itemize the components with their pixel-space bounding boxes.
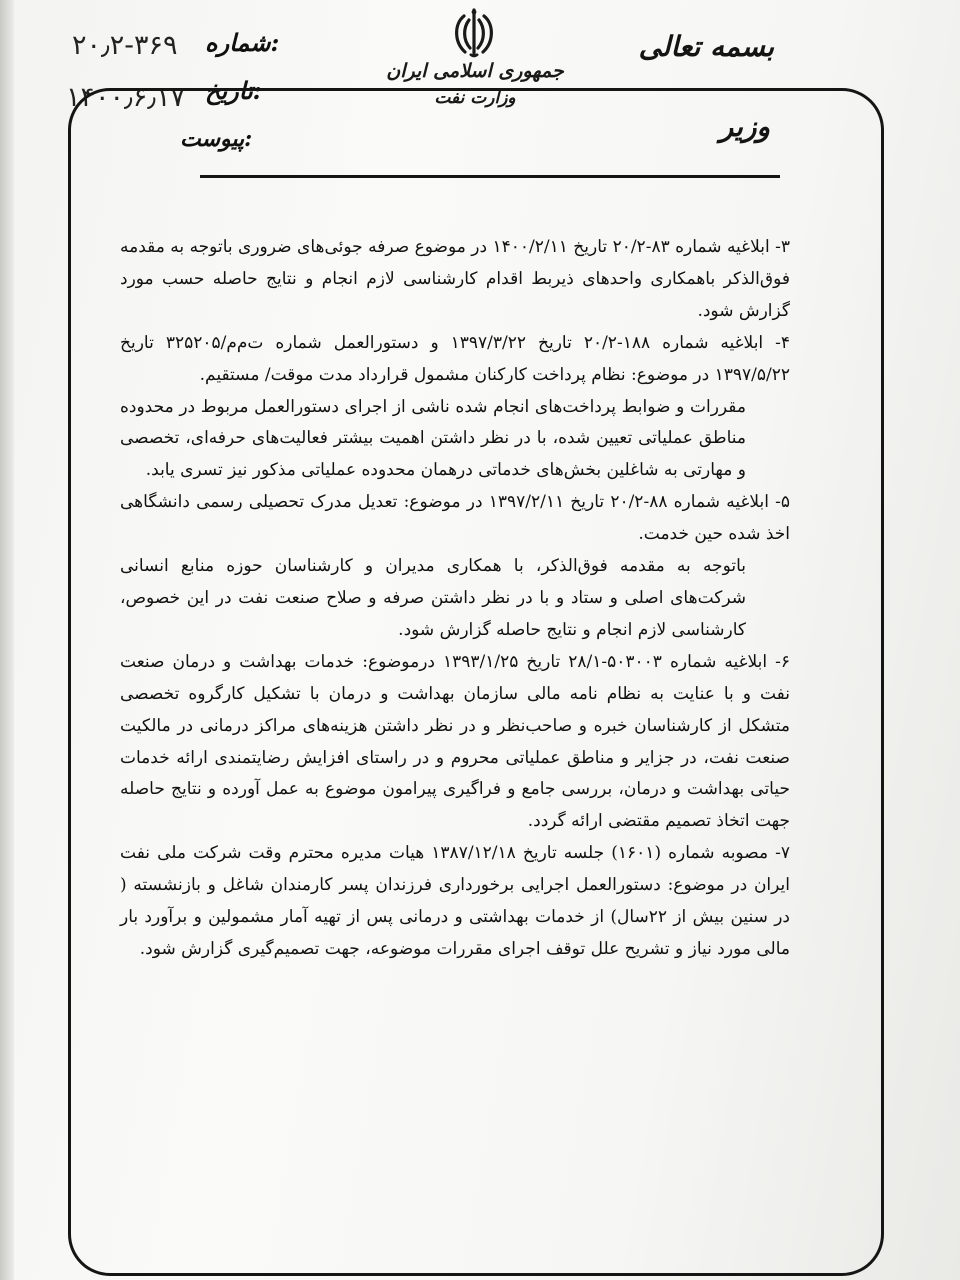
letter-date: ۱۴۰۰٫۶٫۱۷ bbox=[66, 82, 186, 113]
clause-6: ۶- ابلاغیه شماره ۵۰۳۰۰۳-۲۸/۱ تاریخ ۱۳۹۳/۱/۲۵ درموضوع: خدمات بهداشت و درمان صنعت نفت و با عنایت به نظام نامه مالی سازمان بهداشت و درمان با تشکیل کارگروه تخصصی متشکل از کارشناسان خبره و صاحب‌نظر و در نظر داشتن هزینه‌های مراکز درمانی در مالکیت صنعت نفت، در جزایر و مناطق عملیاتی محروم و در راستای افزایش رضایتمندی ارائه خدمات حیاتی بهداشت و درمان، بررسی جامع و فراگیری پیرامون موضوع به عمل آورده و نتایج حاصله جهت اتخاذ تصمیم مقتضی ارائه گردد. bbox=[120, 651, 790, 832]
iran-emblem-icon bbox=[448, 6, 500, 60]
clause-5-note: باتوجه به مقدمه فوق‌الذکر، با همکاری مدیران و کارشناسان حوزه منابع انسانی شرکت‌های اصلی و ستاد و با در نظر داشتن صرفه و صلاح صنعت نفت در این خصوص، کارشناسی لازم انجام و نتایج حاصله گزارش شود. bbox=[120, 556, 746, 640]
republic-title: جمهوری اسلامی ایران bbox=[386, 60, 564, 82]
header-divider bbox=[200, 175, 780, 178]
bismillah-heading: بسمه تعالی bbox=[638, 30, 774, 63]
clause-5: ۵- ابلاغیه شماره ۸۸-۲۰/۲ تاریخ ۱۳۹۷/۲/۱۱ در موضوع: تعدیل مدرک تحصیلی رسمی دانشگاهی اخذ شده حین خدمت. bbox=[120, 492, 791, 545]
number-label: شماره: bbox=[205, 28, 280, 57]
ministry-title: وزارت نفت bbox=[434, 88, 516, 108]
page-edge-shadow bbox=[0, 0, 14, 1280]
clause-3: ۳- ابلاغیه شماره ۸۳-۲۰/۲ تاریخ ۱۴۰۰/۲/۱۱ در موضوع صرفه جوئی‌های ضروری باتوجه به مقدمه فوق‌الذکر باهمکاری واحدهای ذیربط اقدام کارشناسی لازم انجام و نتایج حاصله حسب مورد گزارش شود. bbox=[120, 237, 790, 321]
clause-4: ۴- ابلاغیه شماره ۱۸۸-۲۰/۲ تاریخ ۱۳۹۷/۳/۲۲ و دستورالعمل شماره ت‌م‌م/۳۲۵۲۰۵ تاریخ ۱۳۹۷/۵/۲۲ در موضوع: نظام پرداخت کارکنان مشمول قرارداد مدت موقت/ مستقیم. bbox=[120, 332, 791, 385]
attachment-label: پیوست: bbox=[180, 126, 253, 152]
date-label: تاریخ: bbox=[205, 76, 262, 105]
letter-number: ۲۰٫۲-۳۶۹ bbox=[72, 30, 178, 61]
clause-4-note: مقررات و ضوابط پرداخت‌های انجام شده ناشی از اجرای دستورالعمل مربوط در محدوده مناطق عملیاتی تعیین شده، با در نظر داشتن اهمیت بیشتر فعالیت‌های حرفه‌ای، تخصصی و مهارتی به شاغلین بخش‌های خدماتی درهمان محدوده عملیاتی مذکور نیز تسری یابد. bbox=[120, 396, 746, 481]
letter-body bbox=[120, 232, 791, 966]
clause-7: ۷- مصوبه شماره (۱۶۰۱) جلسه تاریخ ۱۳۸۷/۱۲/۱۸ هیات مدیره محترم وقت شرکت ملی نفت ایران در موضوع: دستورالعمل اجرایی برخورداری فرزندان پسر کارمندان شاغل و بازنشسته ( در سنین بیش از ۲۲سال) از خدمات بهداشتی و درمانی پس از تهیه آمار مشمولین و برآورد بار مالی مورد نیاز و تشریح علل توقف اجرای مقررات موضوعه، جهت تصمیم‌گیری گزارش شود. bbox=[120, 843, 791, 959]
minister-heading: وزیر bbox=[719, 110, 770, 143]
